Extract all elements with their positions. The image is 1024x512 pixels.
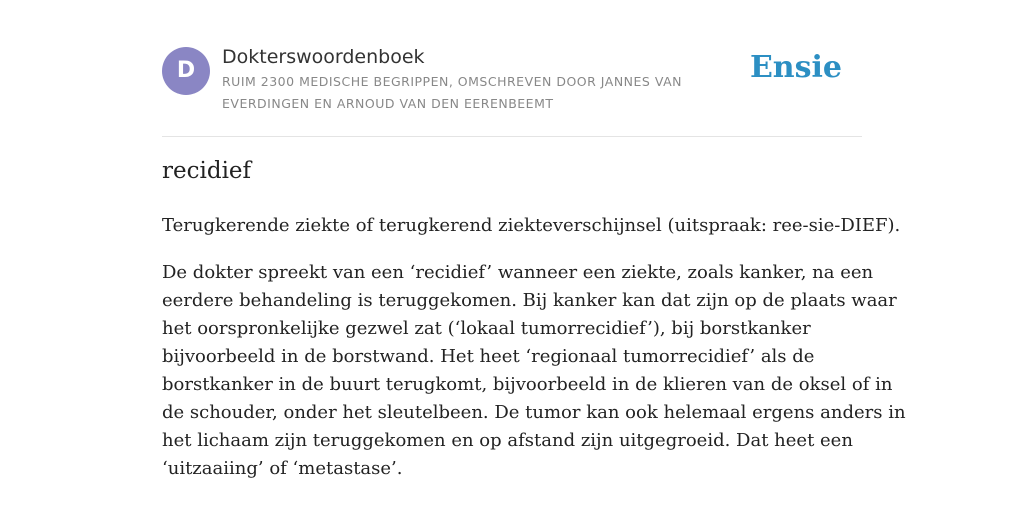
- header: [162, 44, 862, 137]
- avatar[interactable]: D: [162, 47, 210, 95]
- explanation-line: borstkanker in de buurt terugkomt, bijvoorbeeld in de klieren van de oksel of in: [162, 374, 893, 395]
- explanation-line: het lichaam zijn teruggekomen en op afstand zijn uitgegroeid. Dat heet een: [162, 430, 853, 451]
- ensie-logo-link[interactable]: Ensie: [749, 50, 842, 85]
- explanation-line: De dokter spreekt van een ‘recidief’ wanneer een ziekte, zoals kanker, na een: [162, 262, 874, 283]
- explanation-line: eerdere behandeling is teruggekomen. Bij kanker kan dat zijn op de plaats waar: [162, 290, 897, 311]
- explanation-line: het oorspronkelijke gezwel zat (‘lokaal tumorrecidief’), bij borstkanker: [162, 318, 811, 339]
- explanation-line: de schouder, onder het sleutelbeen. De tumor kan ook helemaal ergens anders in: [162, 402, 906, 423]
- entry-explanation: [162, 259, 906, 483]
- book-subtitle: RUIM 2300 MEDISCHE BEGRIPPEN, OMSCHREVEN DOOR JANNES VAN EVERDINGEN EN ARNOUD VAN DEN EERENBEEMT: [222, 74, 682, 111]
- entry-term: recidief: [162, 158, 252, 184]
- explanation-line: bijvoorbeeld in de borstwand. Het heet ‘regionaal tumorrecidief’ als de: [162, 346, 815, 367]
- explanation-line: ‘uitzaaiing’ of ‘metastase’.: [162, 458, 403, 479]
- entry-definition: Terugkerende ziekte of terugkerend ziekteverschijnsel (uitspraak: ree-sie-DIEF).: [162, 215, 901, 236]
- book-title[interactable]: Dokterswoordenboek: [222, 46, 425, 68]
